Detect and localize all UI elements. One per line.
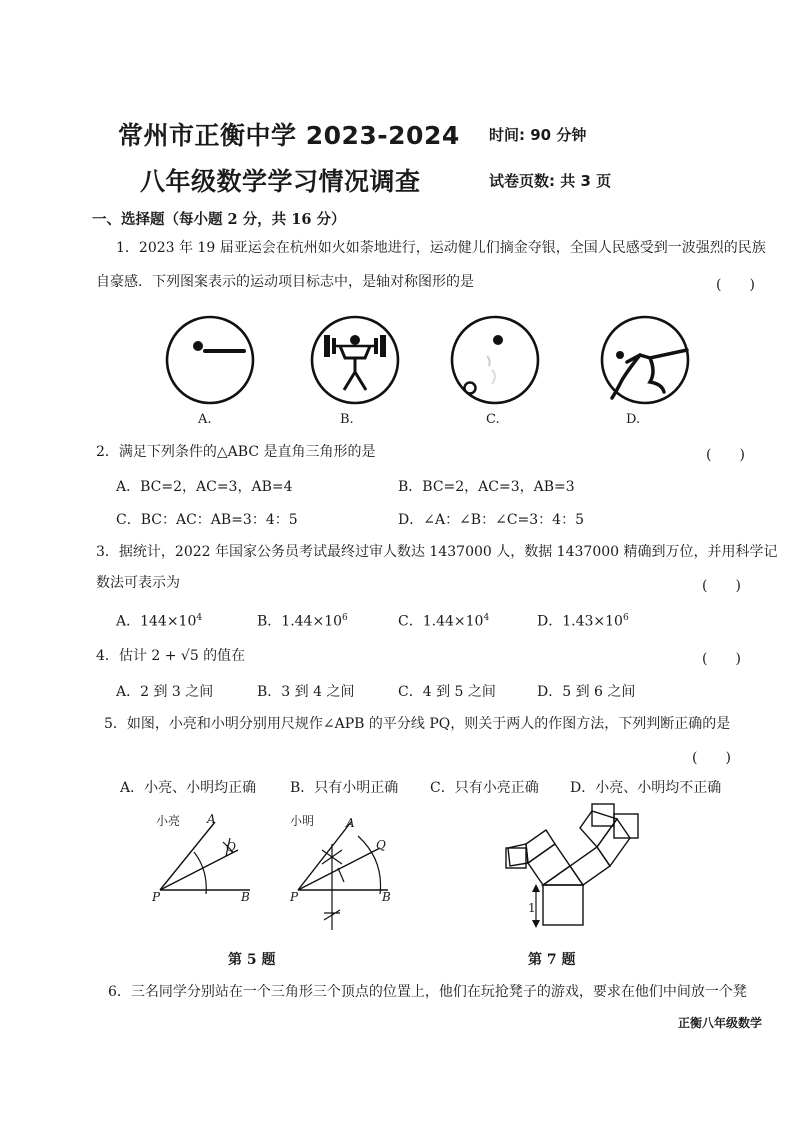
fig1-point-p: P	[152, 890, 161, 904]
q5-option-a: A．小亮、小明均正确	[120, 780, 257, 796]
fig1-point-a: A	[207, 812, 216, 826]
q3-option-c: C．$1.44\times 10^4$	[398, 613, 490, 630]
exam-time: 时间: 90 分钟	[489, 126, 587, 144]
fig2-point-p: P	[290, 890, 299, 904]
q1-line2: 自豪感．下列图案表示的运动项目标志中，是轴对称图形的是	[96, 274, 474, 290]
fig2-point-q: Q	[376, 838, 386, 852]
q1-label-b: B.	[340, 412, 354, 427]
sport-icon-d	[602, 317, 688, 403]
fig2-name: 小明	[290, 814, 315, 828]
fig1-point-b: B	[241, 890, 250, 904]
q4-option-d: D．5 到 6 之间	[537, 684, 636, 700]
q2-answer-paren: ( )	[706, 447, 745, 463]
q5-option-d: D．小亮、小明均不正确	[570, 780, 722, 796]
title-line1: 常州市正衡中学 2023-2024	[118, 121, 460, 150]
q6-line1: 6．三名同学分别站在一个三角形三个顶点的位置上，他们在玩抢凳子的游戏，要求在他们中间放一个凳	[108, 984, 747, 1000]
q4-answer-paren: ( )	[702, 651, 741, 667]
q3-option-d: D．$1.43\times 10^6$	[537, 613, 629, 630]
fig1-point-q: Q	[226, 840, 236, 854]
section-heading: 一、选择题（每小题 2 分，共 16 分）	[92, 211, 346, 228]
sport-icon-b	[312, 317, 398, 403]
q5-option-c: C．只有小亮正确	[430, 780, 539, 796]
q3-answer-paren: ( )	[702, 578, 741, 594]
q3-line1: 3．据统计，2022 年国家公务员考试最终过审人数达 1437000 人，数据 1437000 精确到万位，并用科学记	[96, 544, 778, 560]
q2-option-d: D．∠A：∠B：∠C=3：4：5	[398, 512, 584, 528]
q1-icons	[150, 310, 770, 430]
q3-option-a: A．$144\times 10^4$	[116, 613, 203, 630]
q4-option-b: B．3 到 4 之间	[257, 684, 355, 700]
q5-option-b: B．只有小明正确	[290, 780, 399, 796]
exam-pages: 试卷页数: 共 3 页	[489, 172, 612, 190]
title-line2: 八年级数学学习情况调查	[140, 167, 421, 196]
sport-icon-a	[167, 317, 253, 403]
q1-line1: 1．2023 年 19 届亚运会在杭州如火如荼地进行，运动健儿们摘金夺银，全国人民感受到一波强烈的民族	[116, 240, 766, 256]
q5-answer-paren: ( )	[692, 750, 731, 766]
fig2-point-a: A	[346, 816, 355, 830]
fig7-length-label: 1	[528, 901, 536, 915]
q1-label-a: A.	[198, 412, 212, 427]
q5-stem: 5．如图，小亮和小明分别用尺规作∠APB 的平分线 PQ，则关于两人的作图方法，下列判断正确的是	[104, 716, 731, 732]
q4-stem: 4．估计 2 + √5 的值在	[96, 648, 246, 664]
q1-answer-paren: ( )	[716, 277, 755, 293]
q2-stem: 2．满足下列条件的△ABC 是直角三角形的是	[96, 444, 376, 460]
q2-option-a: A．BC=2，AC=3，AB=4	[116, 479, 293, 495]
q4-option-a: A．2 到 3 之间	[116, 684, 214, 700]
q1-label-d: D.	[626, 412, 641, 427]
q2-option-b: B．BC=2，AC=3，AB=3	[398, 479, 575, 495]
q3-option-b: B．$1.44\times 10^6$	[257, 613, 348, 630]
figure-7-squares	[498, 800, 648, 940]
fig1-name: 小亮	[156, 814, 181, 828]
caption-q5: 第 5 题	[228, 952, 276, 968]
caption-q7: 第 7 题	[528, 952, 576, 968]
fig2-point-b: B	[382, 890, 391, 904]
q2-option-c: C．BC：AC：AB=3：4：5	[116, 512, 298, 528]
footer-text: 正衡八年级数学	[678, 1016, 763, 1030]
q1-label-c: C.	[486, 412, 500, 427]
q3-line2: 数法可表示为	[96, 575, 180, 591]
q4-option-c: C．4 到 5 之间	[398, 684, 496, 700]
sport-icon-c	[452, 317, 538, 403]
